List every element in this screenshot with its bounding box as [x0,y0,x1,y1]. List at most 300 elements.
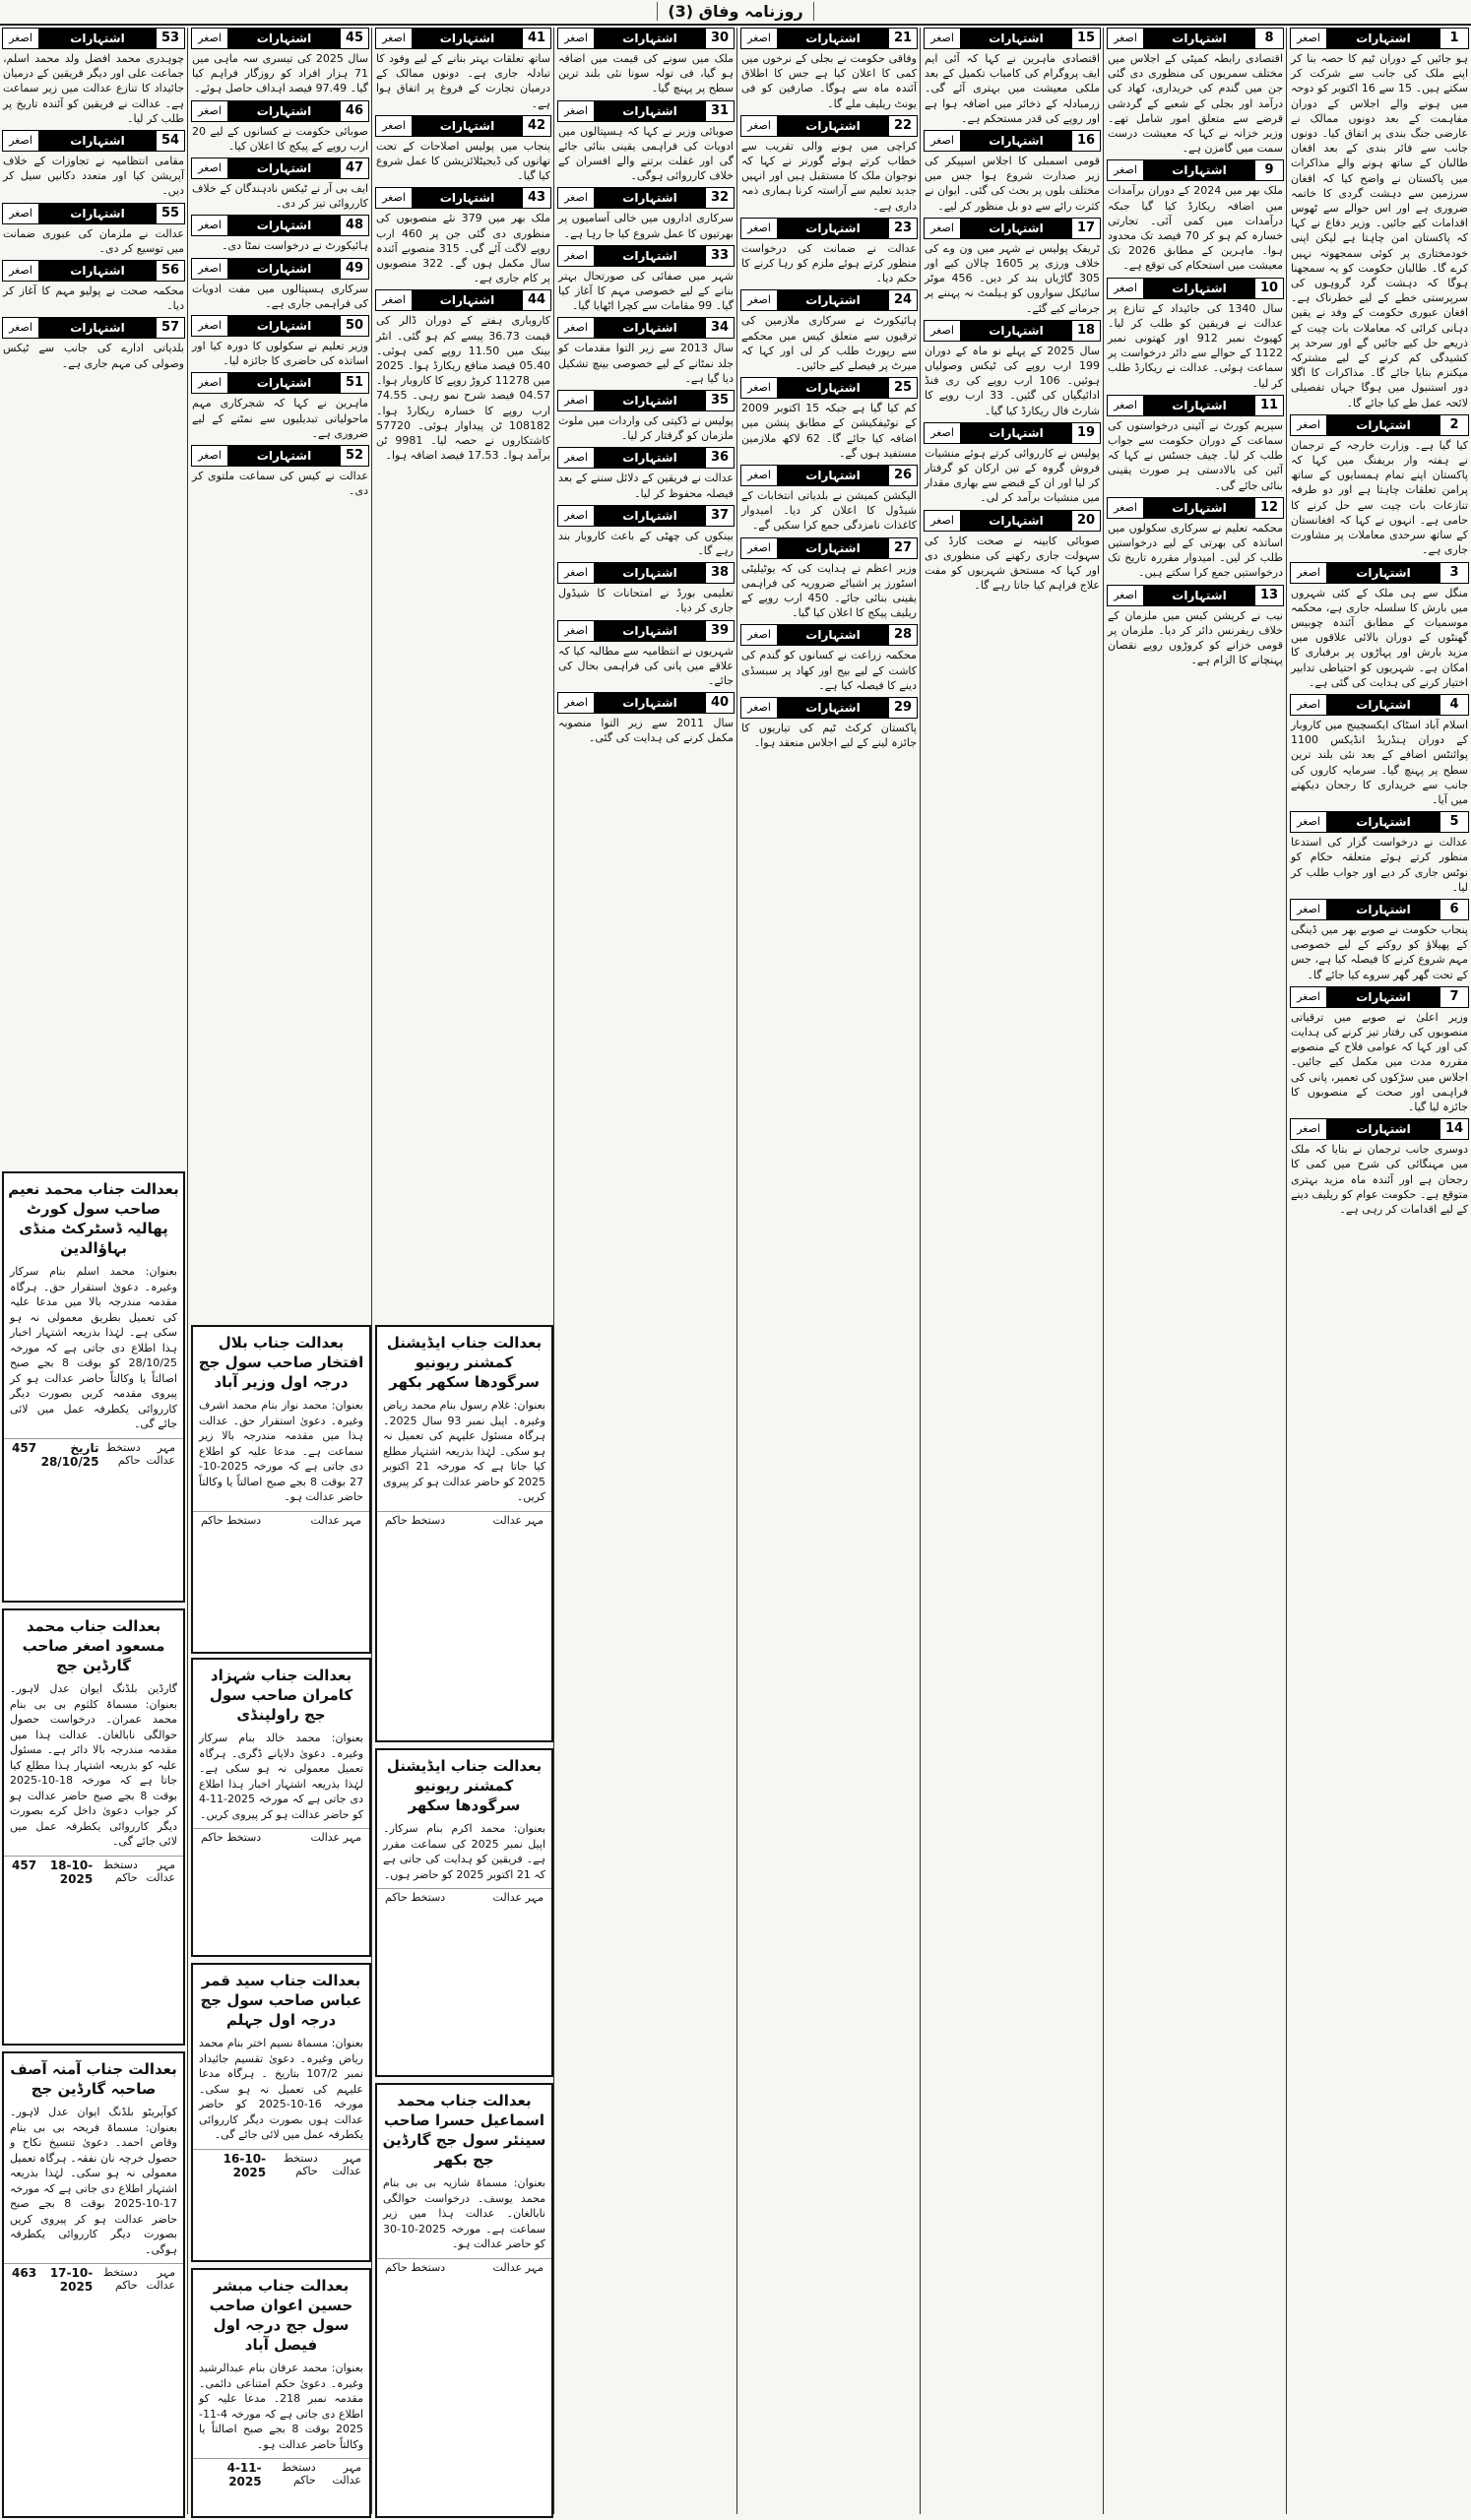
notice-signature: دستخط حاکم [201,1513,262,1527]
notice-title: بعدالت جناب ایڈیشنل کمشنر ریونیو سرگودھا سکھر [386,1757,543,1814]
news-item-tag: اصغر [741,116,778,136]
news-item-text: عدالت نے درخواست گزار کی استدعا منظور کرتے ہوئے متعلقہ حکام کو نوٹس جاری کر دیے اور جواب طلب کر لیا۔ [1291,836,1468,894]
news-item [740,537,918,621]
news-item-header [557,562,735,584]
news-item-header [557,187,735,209]
notice-title: بعدالت جناب شہزاد کامران صاحب سول جج راولپنڈی [209,1667,353,1724]
news-item-header [1107,497,1284,519]
news-item [191,28,369,96]
news-item-tag: اصغر [741,625,778,645]
news-item-heading: اشتہارات [228,259,340,279]
news-item-tag: اصغر [3,29,39,48]
news-item-text: وزیر اعلیٰ نے صوبے میں ترقیاتی منصوبوں کی رفتار تیز کرنے کی ہدایت کی اور کہا کہ عوامی فلاح کے منصوبے مقررہ مدت میں مکمل کیے جائیں۔ اجلاس میں سڑکوں کی تعمیر، پانی کی فراہمی اور صحت کے منصوبوں کا جائزہ لیا گیا۔ [1291,1010,1468,1113]
news-item-tag: اصغر [1108,586,1144,605]
news-item-header [191,215,369,236]
news-item-tag: اصغر [1291,29,1327,48]
news-item-tag: اصغر [192,446,228,466]
news-item-tag: اصغر [558,188,595,208]
notice-date: 16-10-2025 [223,2151,267,2179]
news-item [1107,585,1284,668]
news-item-text: نیب نے کرپشن کیس میں ملزمان کے خلاف ریفرنس دائر کر دیا۔ ملزمان پر قومی خزانے کو کروڑوں روپے نقصان پہنچانے کا الزام ہے۔ [1108,608,1283,667]
news-item-text: محکمہ تعلیم نے سرکاری سکولوں میں اساتذہ کی بھرتی کے لیے درخواستیں طلب کر لیں۔ امیدوار مقررہ تاریخ تک درخواستیں جمع کرا سکتے ہیں۔ [1108,521,1283,580]
news-item-tag: اصغر [192,259,228,279]
notice-signature: دستخط حاکم [385,2260,446,2274]
notice-body: بعنوان: محمد خالد بنام سرکار وغیرہ۔ دعویٰ دلاپانے ڈگری۔ ہرگاہ تعمیل معمولی نہ ہو سکی ہے۔ لہٰذا بذریعہ اشتہار اخبار ہذا اطلاع دی جاتی ہے کہ مورخہ 2025-11-4 کو حاضر عدالت ہو کر پیروی کریں۔ [199,1732,363,1821]
news-item [191,215,369,253]
notice-title: بعدالت جناب محمد مسعود اصغر صاحب گارڈین جج [22,1617,165,1674]
news-item-header [1107,28,1284,49]
news-item-heading: اشتہارات [1327,695,1439,715]
news-item [2,130,185,199]
notice-footer [193,1511,369,1529]
news-item-number: 51 [340,373,368,393]
news-item-tag: اصغر [1108,160,1144,180]
notice-title: بعدالت جناب ایڈیشنل کمشنر ریونیو سرگودھا سکھر بکھر [386,1334,543,1391]
news-item-tag: اصغر [1291,415,1327,435]
news-item-header [924,218,1101,239]
news-item-tag: اصغر [192,158,228,178]
news-item-tag: اصغر [1108,498,1144,518]
news-item [191,158,369,211]
news-item [557,245,735,314]
news-item-number: 26 [888,466,917,485]
news-item-header [924,130,1101,152]
news-item-number: 16 [1071,131,1100,151]
news-column-4 [740,28,918,2514]
news-item-number: 42 [522,116,550,136]
news-item-header [740,218,918,239]
news-item-text: ماہرین نے کہا کہ شجرکاری مہم ماحولیاتی تبدیلیوں سے نمٹنے کے لیے ضروری ہے۔ [192,397,368,440]
news-item-heading: اشتہارات [413,29,522,48]
news-item-tag: اصغر [741,378,778,398]
column-rule [736,28,737,2514]
news-item-heading: اشتہارات [778,29,888,48]
notice-signature: دستخط حاکم [102,2266,138,2292]
news-item-header [191,158,369,179]
news-item-heading: اشتہارات [1327,812,1439,832]
notice-signature: دستخط حاکم [105,1440,141,1467]
news-item-header [740,289,918,311]
news-item-heading: اشتہارات [595,621,705,641]
news-item-text: کاروباری ہفتے کے دوران ڈالر کی قیمت 36.73 پیسے کم ہو گئی۔ انٹر بینک میں 11.50 روپے کمی ہوئی۔ 05.40 فیصد منافع ریکارڈ ہوا۔ 2025 میں 11278 کروڑ روپے کا کاروبار ہوا۔ 04.57 فیصد شرح نمو رہی۔ 74.55 ارب روپے کا خسارہ ریکارڈ ہوا۔ 108182 ٹن پیداوار ہوئی۔ 57720 کاشتکاروں نے حصہ لیا۔ 9981 ٹن برآمد ہوا۔ 17.53 فیصد اضافہ ہوا۔ [376,314,551,463]
news-item-heading: اشتہارات [961,29,1071,48]
news-item-number: 22 [888,116,917,136]
notice-footer [377,2258,551,2276]
news-item-heading: اشتہارات [1144,279,1254,298]
news-item [924,422,1101,506]
news-item [740,115,918,214]
news-item-number: 24 [888,290,917,310]
news-item-tag: اصغر [1291,812,1327,832]
news-item-text: مقامی انتظامیہ نے تجاوزات کے خلاف آپریشن کیا اور متعدد دکانیں سیل کر دیں۔ [3,155,184,198]
news-item-heading: اشتہارات [1327,1119,1439,1139]
news-item-number: 52 [340,446,368,466]
news-item [375,28,551,111]
news-item-heading: اشتہارات [1144,160,1254,180]
news-item [557,390,735,443]
page-title: روزنامہ وفاق (3) [657,2,813,21]
news-item-heading: اشتہارات [228,101,340,121]
news-item-tag: اصغر [558,448,595,468]
news-item-number: 13 [1254,586,1283,605]
news-item-heading: اشتہارات [961,219,1071,238]
news-item-heading: اشتہارات [39,204,156,223]
news-item-heading: اشتہارات [778,378,888,398]
news-item-heading: اشتہارات [228,316,340,336]
news-item-number: 40 [705,693,734,713]
notice-body: بعنوان: محمد عرفان بنام عبدالرشید وغیرہ۔ دعویٰ حکم امتناعی دائمی۔ مقدمہ نمبر 218۔ مدعا علیہ کو اطلاع دی جاتی ہے کہ مورخہ 4-11-2025 بوقت 8 بجے صبح اصالتاً یا وکالتاً حاضر عدالت ہو۔ [199,2362,363,2451]
news-item-tag: اصغر [3,318,39,338]
news-item-text: اسلام آباد اسٹاک ایکسچینج میں کاروبار کے دوران ہنڈریڈ انڈیکس 1100 پوائنٹس اضافے کے بعد نئی بلند ترین سطح پر پہنچ گیا۔ سرمایہ کاروں کی جانب سے خریداری کا رجحان دیکھنے میں آیا۔ [1291,718,1468,806]
news-item-number: 54 [156,131,184,151]
news-item-heading: اشتہارات [228,446,340,466]
news-item-tag: اصغر [192,101,228,121]
news-item [191,445,369,498]
news-item-text: صوبائی کابینہ نے صحت کارڈ کی سہولت جاری رکھنے کی منظوری دی اور کہا کہ مستحق شہریوں کو مفت علاج فراہم کیا جاتا رہے گا۔ [925,534,1100,593]
news-item-tag: اصغر [558,506,595,526]
news-item-header [740,465,918,486]
news-item-text: صوبائی حکومت نے کسانوں کے لیے 20 ارب روپے کے پیکج کا اعلان کیا۔ [192,124,368,153]
news-item-heading: اشتہارات [1144,29,1254,48]
news-item-text: وزیر اعظم نے ہدایت کی کہ یوٹیلیٹی اسٹورز پر اشیائے ضروریہ کی فراہمی یقینی بنائی جائے۔ 450 ارب روپے کے ریلیف پیکج کا اعلان کیا گیا۔ [741,561,917,620]
news-item [924,28,1101,126]
column-rule [553,28,554,2514]
notice-date: تاریخ 28/10/25 [40,1440,99,1469]
notice-body: بعنوان: غلام رسول بنام محمد ریاض وغیرہ۔ اپیل نمبر 93 سال 2025۔ ہرگاہ مسئول علیہم کی تعمیل نہ ہو سکی۔ لہٰذا بذریعہ اشتہار مطلع کیا جاتا ہے کہ مورخہ 21 اکتوبر 2025 کو حاضر عدالت ہو کر پیروی کریں۔ [383,1399,545,1503]
notice-title: بعدالت جناب آمنہ آصف صاحبہ گارڈین جج [10,2060,177,2098]
news-item [740,465,918,534]
news-item-header [557,245,735,267]
news-item [740,289,918,373]
news-item [557,620,735,689]
news-item-heading: اشتہارات [228,373,340,393]
news-item-tag: اصغر [925,131,961,151]
news-item-text: عدالت نے کیس کی سماعت ملتوی کر دی۔ [192,470,368,498]
column-rule [920,28,921,2514]
news-item-header [740,624,918,646]
notice-footer [193,2458,369,2490]
news-item-tag: اصغر [376,29,413,48]
news-item-number: 48 [340,216,368,235]
news-item-text: عدالت نے ضمانت کی درخواست منظور کرتے ہوئے ملزم کو رہا کرنے کا حکم دیا۔ [741,241,917,285]
news-item [1290,1118,1469,1217]
news-item-text: وزیر تعلیم نے سکولوں کا دورہ کیا اور اساتذہ کی حاضری کا جائزہ لیا۔ [192,340,368,368]
news-item-tag: اصغر [1108,279,1144,298]
news-item [1107,278,1284,391]
notice-signature: دستخط حاکم [102,1858,138,1884]
news-item [375,187,551,285]
news-item-number: 18 [1071,321,1100,341]
notice-date: 18-10-2025 [49,1858,94,1886]
news-item-tag: اصغر [558,318,595,338]
news-item-text: سرکاری ہسپتالوں میں مفت ادویات کی فراہمی جاری ہے۔ [192,282,368,310]
news-item-number: 45 [340,29,368,48]
news-item-header [1290,986,1469,1008]
news-item [557,100,735,184]
news-item-header [924,320,1101,342]
news-item-tag: اصغر [192,316,228,336]
news-column-6 [375,28,551,1317]
notice-seal: مہر عدالت [310,1513,361,1527]
court-notice [2,2051,185,2518]
news-item-number: 33 [705,246,734,266]
news-item-heading: اشتہارات [778,219,888,238]
notice-body: بعنوان: محمد اسلم بنام سرکار وغیرہ۔ دعویٰ استقرار حق۔ ہرگاہ مقدمہ مندرجہ بالا میں مدعا علیہ کی تعمیل بطریق معمولی نہ ہو سکی ہے۔ لہٰذا بذریعہ اشتہار اخبار ہذا اطلاع دی جاتی ہے کہ مورخہ 28/10/25 کو بوقت 8 بجے صبح اصالتاً یا وکالتاً حاضر عدالت ہو کر پیروی مقدمہ کریں بصورت دیگر کارروائی یکطرفہ عمل میں لائی جائے گی۔ [10,1265,177,1430]
news-item-header [740,28,918,49]
news-item-number: 30 [705,29,734,48]
news-item [191,100,369,154]
notice-body: بعنوان: مسماۃ نسیم اختر بنام محمد ریاض وغیرہ۔ دعویٰ تقسیم جائیداد نمبر 107/2 بتاریخ ۔ ہرگاہ مدعا علیہم کی تعمیل نہ ہو سکی۔ مورخہ 16-10-2025 کو حاضر عدالت ہوں بصورت دیگر کارروائی یکطرفہ عمل میں لائی جائے گی۔ [199,2037,363,2141]
news-item [557,28,735,96]
news-item-number: 14 [1439,1119,1468,1139]
news-item [1290,899,1469,982]
news-item [924,218,1101,316]
news-item-header [1290,562,1469,584]
news-item-text: پنجاب میں پولیس اصلاحات کے تحت تھانوں کی ڈیجیٹلائزیشن کا عمل شروع کیا گیا۔ [376,139,550,183]
news-item-tag: اصغر [741,466,778,485]
news-item-heading: اشتہارات [595,246,705,266]
news-item-number: 10 [1254,279,1283,298]
news-item-number: 19 [1071,423,1100,443]
notice-seal: مہر عدالت [332,2461,361,2487]
news-item-text: پولیس نے کارروائی کرتے ہوئے منشیات فروش گروہ کے تین ارکان کو گرفتار کر لیا اور ان کے قبضے سے بھاری مقدار میں منشیات برآمد کر لی۔ [925,446,1100,505]
news-item-number: 17 [1071,219,1100,238]
news-item-text: سال 2013 سے زیر التوا مقدمات کو جلد نمٹانے کے لیے خصوصی بینچ تشکیل دیا گیا ہے۔ [558,342,734,385]
news-item-header [1290,899,1469,920]
notice-seal: مہر عدالت [310,1831,361,1844]
notice-title: بعدالت جناب محمد نعیم صاحب سول کورٹ پھالیہ ڈسٹرکٹ منڈی بہاؤالدین [8,1180,179,1257]
news-item-heading: اشتہارات [595,391,705,410]
news-item-header [1107,159,1284,181]
news-item-number: 36 [705,448,734,468]
news-item-header [924,28,1101,49]
news-item-heading: اشتہارات [778,466,888,485]
notice-seal: مہر عدالت [492,2260,544,2274]
news-item-number: 25 [888,378,917,398]
news-item-header [1107,395,1284,416]
news-item-tag: اصغر [558,621,595,641]
news-item-heading: اشتہارات [595,693,705,713]
news-item [191,372,369,441]
news-item-text: قومی اسمبلی کا اجلاس اسپیکر کی زیر صدارت شروع ہوا جس میں مختلف بلوں پر بحث کی گئی۔ ایوان نے کثرت رائے سے دو بل منظور کر لیے۔ [925,155,1100,213]
news-item-header [191,100,369,122]
court-notice [2,1171,185,1603]
notice-footer [377,1511,551,1529]
news-item-number: 46 [340,101,368,121]
notice-body: گارڈین بلڈنگ ایوان عدل لاہور۔ بعنوان: مسماۃ کلثوم بی بی بنام محمد عمران۔ درخواست حصول حوالگی نابالغان۔ عدالت ہذا میں مقدمہ مندرجہ بالا دائر ہے۔ مسئول علیہ کو بذریعہ اشتہار ہذا مطلع کیا جاتا ہے کہ مورخہ 18-10-2025 بوقت 8 بجے صبح حاضر عدالت ہو کر جواب دعویٰ داخل کرے بصورت دیگر کارروائی یکطرفہ عمل میں لائی جائے گی۔ [10,1682,177,1848]
notice-seal: مہر عدالت [492,1891,544,1904]
news-item-tag: اصغر [376,290,413,310]
notice-footer [193,1828,369,1846]
notice-footer [4,2263,183,2296]
court-notice [191,1325,371,1654]
news-item [1290,562,1469,690]
news-item [1290,694,1469,807]
news-item-header [1290,694,1469,716]
news-item-number: 9 [1254,160,1283,180]
news-item-text: منگل سے ہی ملک کے کئی شہروں میں بارش کا سلسلہ جاری ہے، محکمہ موسمیات کے مطابق آئندہ چوبیس گھنٹوں کے دوران بالائی علاقوں میں مزید بارش اور پہاڑوں پر برفباری کا امکان ہے۔ شہریوں کو احتیاطی تدابیر اختیار کرنے کی ہدایت کی گئی ہے۔ [1291,586,1468,689]
news-item-number: 56 [156,261,184,281]
news-item-number: 49 [340,259,368,279]
news-item-tag: اصغر [1291,695,1327,715]
court-notice [191,1963,371,2262]
news-item-text: ہو جائیں کے دوران ٹیم کا حصہ بنا کر اپنے ملک کی جانب سے شرکت کر سکتے ہیں۔ 15 سے 16 اکتوبر کو دوحہ میں ہونے والے اجلاس کے دوران مفاہمت کے بعد دونوں ممالک نے عارضی جنگ بندی پر اتفاق کیا۔ دونوں جانب سے فائر بندی کے بعد افغان طالبان کے ساتھ ہونے والے مذاکرات میں پاکستان نے واضح کیا کہ افغان سرزمین سے دہشت گردی کا خاتمہ ضروری ہے اور اس حوالے سے ٹھوس اقدامات کیے جائیں۔ وزیر دفاع نے کہا کہ پاکستان امن چاہتا ہے لیکن اپنی خودمختاری پر کوئی سمجھوتہ نہیں کرے گا۔ طالبان حکومت کو یہ سمجھنا ہوگا کہ دہشت گرد گروہوں کی سرپرستی خطے کے لیے خطرناک ہے۔ افغان عبوری حکومت کے وفد نے یقین دہانی کرائی کہ معاملات بات چیت کے ذریعے حل کیے جائیں گے اور سرحد پر کشیدگی کم کرنے کے لیے مشترکہ میکنزم بنایا جائے گا۔ مذاکرات کا اگلا دور استنبول میں ہوگا جہاں تفصیلی لائحہ عمل طے کیا جائے گا۔ [1291,52,1469,410]
news-item-heading: اشتہارات [595,188,705,208]
news-item-text: دوسری جانب ترجمان نے بتایا کہ ملک میں مہنگائی کی شرح میں کمی کا رجحان ہے اور آئندہ ماہ مزید بہتری متوقع ہے۔ حکومت عوام کو ریلیف دینے کے لیے اقدامات کر رہی ہے۔ [1291,1143,1468,1216]
news-item-header [740,697,918,719]
news-item [740,624,918,693]
news-item [740,28,918,111]
news-item-header [1290,811,1469,833]
news-item-header [191,315,369,337]
news-item-heading: اشتہارات [778,625,888,645]
notice-signature: دستخط حاکم [385,1891,446,1904]
news-item-tag: اصغر [558,391,595,410]
news-item-number: 43 [522,188,550,208]
news-item-number: 20 [1071,511,1100,531]
news-item-tag: اصغر [558,246,595,266]
news-item-tag: اصغر [1108,29,1144,48]
notice-number: 463 [12,2266,37,2280]
notice-footer [4,1856,183,1888]
news-item [557,187,735,240]
news-item-header [740,115,918,137]
column-rule [187,28,188,2514]
news-item-header [1107,278,1284,299]
news-item-tag: اصغر [925,423,961,443]
news-item-number: 44 [522,290,550,310]
news-item-heading: اشتہارات [595,318,705,338]
news-item-tag: اصغر [3,261,39,281]
notice-footer [193,2149,369,2181]
news-item-header [375,115,551,137]
news-item-tag: اصغر [1291,900,1327,919]
news-item-number: 11 [1254,396,1283,415]
news-item-tag: اصغر [558,101,595,121]
news-item-number: 37 [705,506,734,526]
news-item-number: 28 [888,625,917,645]
notice-title: بعدالت جناب سید قمر عباس صاحب سول جج درجہ اول جہلم [200,1972,362,2029]
notice-title: بعدالت جناب مبشر حسین اعوان صاحب سول جج درجہ اول فیصل آباد [209,2277,353,2354]
news-item-number: 4 [1439,695,1468,715]
news-item-number: 7 [1439,987,1468,1007]
news-item-heading: اشتہارات [595,29,705,48]
news-item-heading: اشتہارات [228,216,340,235]
news-item-header [557,620,735,642]
news-item-header [375,28,551,49]
news-item-heading: اشتہارات [1144,586,1254,605]
news-item-text: عدالت نے ملزمان کی عبوری ضمانت میں توسیع کر دی۔ [3,226,184,255]
news-item-text: ہائیکورٹ نے سرکاری ملازمین کی ترقیوں سے متعلق کیس میں محکمے سے رپورٹ طلب کر لی اور کہا کہ میرٹ پر فیصلے کیے جائیں۔ [741,314,917,373]
notice-footer [4,1438,183,1471]
news-item-text: پنجاب حکومت نے صوبے بھر میں ڈینگی کے پھیلاؤ کو روکنے کے لیے خصوصی مہم شروع کرنے کا فیصلہ کیا ہے، جس کے تحت گھر گھر سروے کیا جائے گا۔ [1291,922,1468,981]
news-item-header [2,28,185,49]
news-item-number: 2 [1439,415,1468,435]
news-item-text: سال 1340 کی جائیداد کے تنازع پر عدالت نے فریقین کو طلب کر لیا۔ کھیوٹ نمبر 912 اور کھتونی نمبر 1122 کے حوالے سے دائر درخواست پر سماعت ہوئی۔ عدالت نے ریکارڈ طلب کر لیا۔ [1108,301,1283,390]
news-item-text: اقتصادی رابطہ کمیٹی کے اجلاس میں مختلف سمریوں کی منظوری دی گئی جن میں گندم کی خریداری، کھاد کی درآمد اور بجلی کے شعبے کے گردشی قرضے سے متعلق امور شامل تھے۔ وزیر خزانہ نے کہا کہ معیشت درست سمت میں گامزن ہے۔ [1108,52,1283,156]
news-item-heading: اشتہارات [595,506,705,526]
notice-number: 457 [12,1440,37,1455]
news-item-tag: اصغر [376,116,413,136]
news-item-number: 57 [156,318,184,338]
news-item [191,258,369,311]
news-item-tag: اصغر [1291,1119,1327,1139]
news-item-heading: اشتہارات [1327,415,1439,435]
news-item-text: ہائیکورٹ نے درخواست نمٹا دی۔ [222,239,368,253]
news-column-7 [191,28,369,1317]
news-item [924,320,1101,418]
news-item-text: محکمہ صحت نے پولیو مہم کا آغاز کر دیا۔ [3,284,184,313]
news-item [1290,28,1469,410]
news-item-text: ملک میں سونے کی قیمت میں اضافہ ہو گیا، فی تولہ سونا نئی بلند ترین سطح پر پہنچ گیا۔ [558,52,734,95]
news-item-header [2,260,185,282]
news-item-tag: اصغر [741,538,778,558]
news-item-number: 21 [888,29,917,48]
notice-body: کوآپریٹو بلڈنگ ایوان عدل لاہور۔ بعنوان: مسماۃ فریحہ بی بی بنام وقاص احمد۔ دعویٰ تنسیخ نکاح و حصول خرچہ نان نفقہ۔ ہرگاہ تعمیل معمولی نہ ہو سکی۔ لہٰذا بذریعہ اشتہار اطلاع دی جاتی ہے کہ مورخہ 17-10-2025 بوقت 8 بجے صبح حاضر عدالت ہو کر پیروی کریں بصورت دیگر کارروائی یکطرفہ ہوگی۔ [10,2106,177,2256]
news-item-tag: اصغر [376,188,413,208]
news-item-number: 5 [1439,812,1468,832]
news-item-number: 31 [705,101,734,121]
news-item-heading: اشتہارات [413,188,522,208]
notice-date: 17-10-2025 [49,2266,94,2294]
news-column-3 [924,28,1101,2514]
court-notice [2,1608,185,2046]
news-item-text: سپریم کورٹ نے آئینی درخواستوں کی سماعت کے دوران حکومت سے جواب طلب کر لیا۔ چیف جسٹس نے کہا کہ آئین کی بالادستی ہر صورت یقینی بنائی جائے گی۔ [1108,418,1283,492]
court-notice [375,1325,553,1742]
news-item-text: محکمہ زراعت نے کسانوں کو گندم کی کاشت کے لیے بیج اور کھاد پر سبسڈی دینے کا فیصلہ کیا ہے۔ [741,649,917,692]
news-item [2,203,185,256]
news-item-text: پاکستان کرکٹ ٹیم کی تیاریوں کا جائزہ لینے کے لیے اجلاس منعقد ہوا۔ [741,722,917,750]
news-item-number: 27 [888,538,917,558]
news-item [2,317,185,370]
notice-body: بعنوان: محمد نواز بنام محمد اشرف وغیرہ۔ دعویٰ استقرار حق۔ عدالت ہذا میں مقدمہ مندرجہ بالا زیر سماعت ہے۔ مدعا علیہ کو اطلاع دی جاتی ہے کہ مورخہ 2025-10-27 بوقت 8 بجے صبح اصالتاً یا وکالتاً حاضر عدالت ہو۔ [199,1399,363,1503]
news-item-tag: اصغر [925,219,961,238]
news-item-text: عدالت نے فریقین کے دلائل سننے کے بعد فیصلہ محفوظ کر لیا۔ [558,472,734,500]
news-item-header [1290,28,1469,49]
news-item-heading: اشتہارات [228,29,340,48]
news-item-heading: اشتہارات [961,423,1071,443]
news-item-heading: اشتہارات [1144,396,1254,415]
news-item-text: کم کیا گیا ہے جبکہ 15 اکتوبر 2009 کے نوٹیفکیشن کے مطابق پنشن میں اضافہ کیا جائے گا۔ 62 لاکھ ملازمین مستفید ہوں گے۔ [741,402,917,460]
news-item-number: 50 [340,316,368,336]
news-item-number: 15 [1071,29,1100,48]
court-notice [375,1748,553,2077]
news-item-tag: اصغر [192,29,228,48]
news-item-heading: اشتہارات [778,538,888,558]
news-item-text: بینکوں کی چھٹی کے باعث کاروبار بند رہے گا۔ [558,529,734,558]
news-item-text: کراچی میں ہونے والی تقریب سے خطاب کرتے ہوئے گورنر نے کہا کہ نوجوان ملک کا مستقبل ہیں اور انہیں جدید تعلیم سے آراستہ کرنا ہماری ذمہ داری ہے۔ [741,139,917,213]
news-item-header [557,100,735,122]
notice-body: بعنوان: محمد اکرم بنام سرکار۔ اپیل نمبر 2025 کی سماعت مقرر ہے۔ فریقین کو ہدایت کی جاتی ہے کہ 21 اکتوبر 2025 کو حاضر ہوں۔ [383,1822,545,1881]
news-item-tag: اصغر [925,29,961,48]
news-item-heading: اشتہارات [778,698,888,718]
news-item-text: ملک بھر میں 2024 کے دوران برآمدات میں اضافہ ریکارڈ کیا گیا جبکہ درآمدات میں کمی آئی۔ تجارتی خسارہ کم ہو کر 70 فیصد تک محدود ہوا۔ ماہرین کے مطابق 2026 تک معیشت میں استحکام کی توقع ہے۔ [1108,184,1284,273]
news-item-header [557,447,735,469]
news-item [557,505,735,558]
court-notice [375,2083,553,2518]
news-item [740,218,918,286]
news-item-text: چوہدری محمد افضل ولد محمد اسلم، جماعت علی اور دیگر فریقین کے درمیان جائیداد کا تنازع عدالت میں زیر سماعت ہے۔ عدالت نے فریقین کو آئندہ تاریخ پر طلب کر لیا۔ [3,52,184,125]
news-item [375,115,551,184]
notice-signature: دستخط حاکم [385,1513,446,1527]
news-item-header [375,289,551,311]
court-notice [191,1658,371,1957]
news-item-tag: اصغر [741,29,778,48]
news-item [375,289,551,463]
news-item [1107,497,1284,581]
news-item-tag: اصغر [925,511,961,531]
news-item [740,697,918,750]
